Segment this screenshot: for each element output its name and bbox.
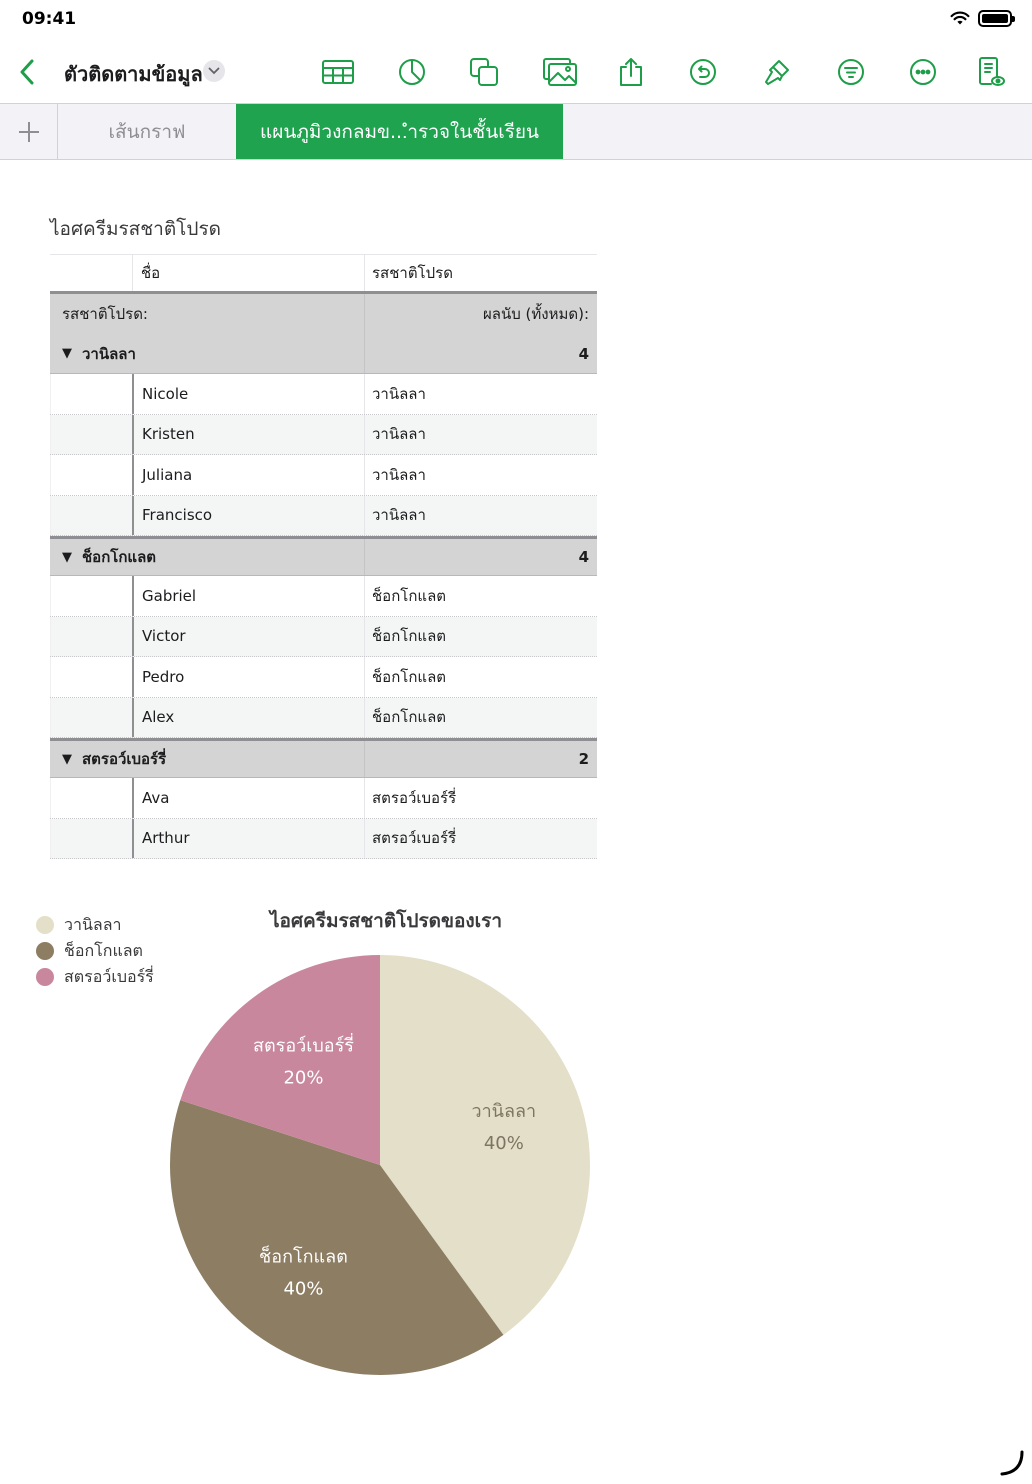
group-name: วานิลลา xyxy=(82,344,136,363)
reading-view-icon xyxy=(977,56,1005,88)
header-cell-empty[interactable] xyxy=(50,255,132,291)
toolbar xyxy=(0,44,1032,102)
header-cell-flavor[interactable]: รสชาติโปรด xyxy=(364,255,597,291)
table-row[interactable] xyxy=(50,819,597,860)
slice-category-label: ช็อกโกแลต xyxy=(259,1246,348,1268)
legend-item-vanilla[interactable] xyxy=(36,912,154,938)
table-row[interactable] xyxy=(50,778,597,819)
slice-category-label: สตรอว์เบอร์รี่ xyxy=(252,1035,354,1057)
format-button[interactable] xyxy=(758,54,796,90)
legend-item-chocolate[interactable] xyxy=(36,938,154,964)
header-row[interactable] xyxy=(50,254,597,294)
name-cell[interactable]: Ava xyxy=(132,778,364,818)
row-header-cell[interactable] xyxy=(50,657,132,697)
chart-legend[interactable] xyxy=(36,912,154,990)
table-row[interactable] xyxy=(50,374,597,415)
group-label[interactable] xyxy=(50,741,364,777)
table-row[interactable] xyxy=(50,657,597,698)
name-cell[interactable]: Alex xyxy=(132,698,364,738)
group-name: สตรอว์เบอร์รี่ xyxy=(82,750,167,768)
legend-item-strawberry[interactable] xyxy=(36,964,154,990)
slice-percent-label: 20% xyxy=(283,1067,324,1089)
more-button[interactable] xyxy=(904,54,942,90)
more-icon xyxy=(909,58,937,86)
name-cell[interactable]: Gabriel xyxy=(132,576,364,616)
legend-swatch xyxy=(36,968,54,986)
back-button[interactable] xyxy=(12,54,42,90)
flavor-cell[interactable]: สตรอว์เบอร์รี่ xyxy=(364,778,597,818)
group-row-chocolate[interactable] xyxy=(50,536,597,576)
insert-shape-button[interactable] xyxy=(465,54,503,90)
plus-icon xyxy=(17,120,41,144)
row-header-cell[interactable] xyxy=(50,778,132,818)
chart-icon xyxy=(398,58,426,86)
group-name: ช็อกโกแลต xyxy=(82,548,157,566)
organize-button[interactable] xyxy=(832,54,870,90)
row-header-cell[interactable] xyxy=(50,819,132,859)
name-cell[interactable]: Nicole xyxy=(132,374,364,414)
row-header-cell[interactable] xyxy=(50,617,132,657)
slice-percent-label: 40% xyxy=(283,1278,324,1300)
document-title[interactable]: ตัวติดตามข้อมูล xyxy=(64,62,203,86)
summary-label: รสชาติโปรด: xyxy=(62,305,148,323)
organize-icon xyxy=(837,58,865,86)
group-label[interactable] xyxy=(50,334,364,373)
wifi-icon xyxy=(950,11,970,26)
legend-swatch xyxy=(36,916,54,934)
undo-icon xyxy=(689,58,717,86)
format-brush-icon xyxy=(762,57,792,87)
table-title[interactable]: ไอศครีมรสชาติโปรด xyxy=(50,218,221,240)
media-icon xyxy=(543,58,577,86)
table-row[interactable] xyxy=(50,576,597,617)
insert-media-button[interactable] xyxy=(541,54,579,90)
group-count: 4 xyxy=(364,539,597,575)
shapes-icon xyxy=(469,57,499,87)
flavor-cell[interactable]: ช็อกโกแลต xyxy=(364,576,597,616)
row-header-cell[interactable] xyxy=(50,374,132,414)
tab-pie-chart-survey[interactable]: แผนภูมิวงกลมข...ำรวจในชั้นเรียน xyxy=(236,104,563,159)
table-row[interactable] xyxy=(50,496,597,537)
name-cell[interactable]: Juliana xyxy=(132,455,364,495)
back-icon xyxy=(19,59,35,85)
flavor-cell[interactable]: ช็อกโกแลต xyxy=(364,698,597,738)
table-icon xyxy=(322,60,354,84)
status-time: 09:41 xyxy=(22,9,77,29)
row-header-cell[interactable] xyxy=(50,455,132,495)
name-cell[interactable]: Francisco xyxy=(132,496,364,536)
slice-percent-label: 40% xyxy=(483,1132,524,1154)
group-count: 2 xyxy=(364,741,597,777)
row-header-cell[interactable] xyxy=(50,496,132,536)
table-row[interactable] xyxy=(50,415,597,456)
row-header-cell[interactable] xyxy=(50,576,132,616)
flavor-cell[interactable]: วานิลลา xyxy=(364,415,597,455)
share-icon xyxy=(618,57,644,87)
flavor-cell[interactable]: สตรอว์เบอร์รี่ xyxy=(364,819,597,859)
flavor-cell[interactable]: วานิลลา xyxy=(364,496,597,536)
flavor-cell[interactable]: วานิลลา xyxy=(364,455,597,495)
row-header-cell[interactable] xyxy=(50,415,132,455)
row-header-cell[interactable] xyxy=(50,698,132,738)
tab-line-chart[interactable]: เส้นกราฟ xyxy=(108,120,186,143)
table-row[interactable] xyxy=(50,455,597,496)
group-row-vanilla[interactable] xyxy=(50,334,597,374)
group-row-strawberry[interactable] xyxy=(50,738,597,778)
group-count: 4 xyxy=(364,334,597,373)
disclosure-triangle-icon[interactable]: ▼ xyxy=(62,751,72,767)
name-cell[interactable]: Kristen xyxy=(132,415,364,455)
insert-chart-button[interactable] xyxy=(393,54,431,90)
resize-handle-icon[interactable] xyxy=(998,1450,1026,1478)
undo-button[interactable] xyxy=(684,54,722,90)
legend-label: วานิลลา xyxy=(64,914,122,934)
disclosure-triangle-icon[interactable]: ▼ xyxy=(62,549,72,565)
group-label[interactable] xyxy=(50,539,364,575)
summary-value-label: ผลนับ (ทั้งหมด): xyxy=(364,294,597,334)
summary-row[interactable] xyxy=(50,294,597,334)
legend-label: สตรอว์เบอร์รี่ xyxy=(64,966,154,986)
table-row[interactable] xyxy=(50,698,597,739)
insert-table-button[interactable] xyxy=(319,54,357,90)
legend-label: ช็อกโกแลต xyxy=(64,940,143,960)
slice-category-label: วานิลลา xyxy=(471,1100,537,1122)
table-row[interactable] xyxy=(50,617,597,658)
battery-icon xyxy=(978,10,1012,27)
share-button[interactable] xyxy=(612,54,650,90)
status-bar xyxy=(0,0,1032,40)
flavor-cell[interactable]: วานิลลา xyxy=(364,374,597,414)
name-cell[interactable]: Arthur xyxy=(132,819,364,859)
chevron-down-icon xyxy=(208,67,220,75)
name-cell[interactable]: Victor xyxy=(132,617,364,657)
chart-title[interactable]: ไอศครีมรสชาติโปรดของเรา xyxy=(270,910,503,932)
title-menu-button[interactable] xyxy=(203,60,225,82)
data-table[interactable] xyxy=(50,254,597,859)
pie-chart[interactable] xyxy=(160,945,600,1385)
legend-swatch xyxy=(36,942,54,960)
flavor-cell[interactable]: ช็อกโกแลต xyxy=(364,617,597,657)
flavor-cell[interactable]: ช็อกโกแลต xyxy=(364,657,597,697)
status-indicators xyxy=(950,10,1012,27)
reading-view-button[interactable] xyxy=(972,54,1010,90)
name-cell[interactable]: Pedro xyxy=(132,657,364,697)
disclosure-triangle-icon[interactable]: ▼ xyxy=(62,346,72,361)
sheet-tab-bar xyxy=(0,103,1032,160)
add-sheet-button[interactable] xyxy=(0,104,58,159)
header-cell-name[interactable]: ชื่อ xyxy=(132,255,364,291)
